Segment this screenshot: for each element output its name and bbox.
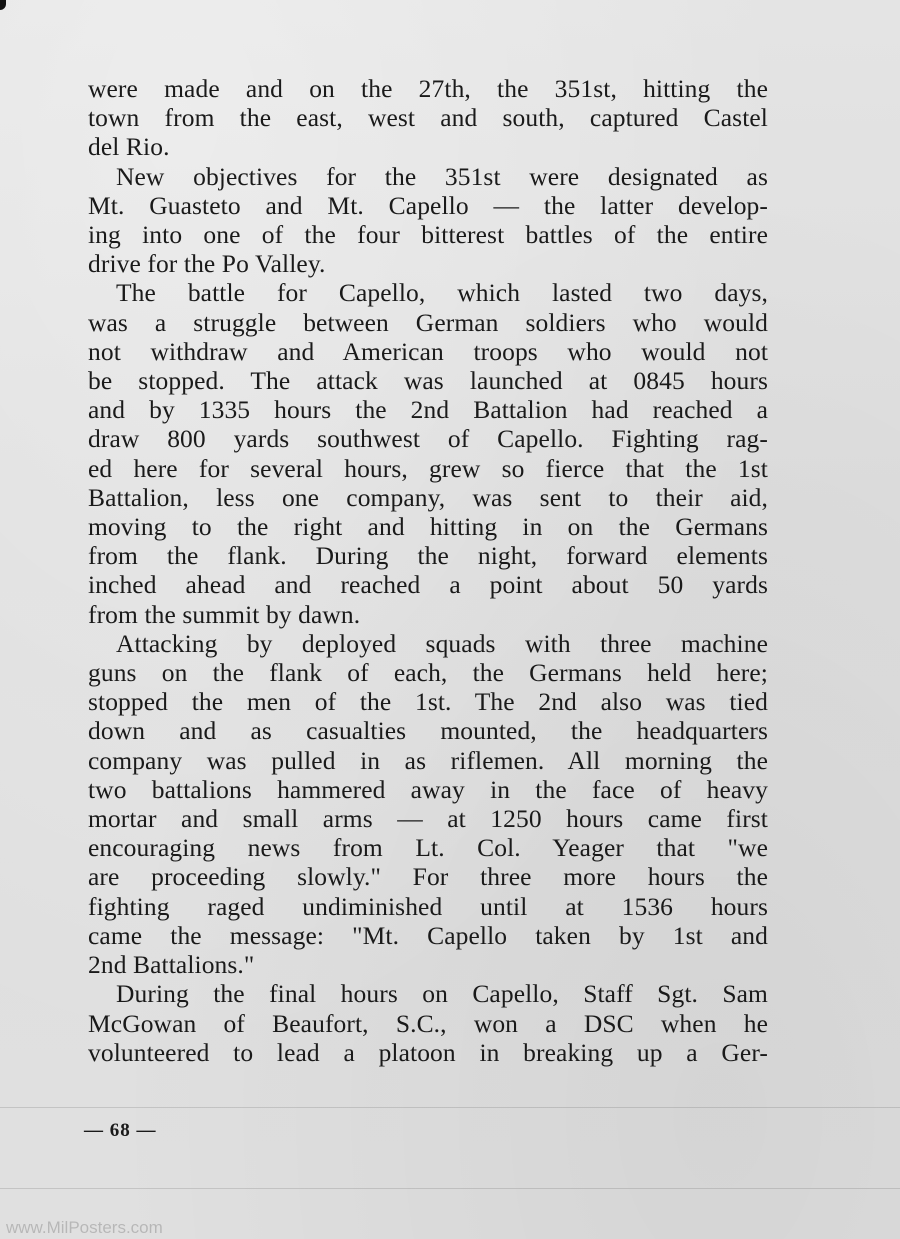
text-line: guns on the flank of each, the Germans held here; bbox=[88, 658, 768, 688]
text-line: McGowan of Beaufort, S.C., won a DSC when he bbox=[88, 1008, 768, 1038]
text-line: not withdraw and American troops who would not bbox=[88, 336, 768, 366]
text-line: came the message: "Mt. Capello taken by 1st and bbox=[88, 920, 768, 950]
text-line: and by 1335 hours the 2nd Battalion had reached a bbox=[88, 395, 768, 425]
text-line: 2nd Battalions." bbox=[88, 950, 255, 980]
text-line: New objectives for the 351st were designated as bbox=[116, 161, 768, 191]
text-line: drive for the Po Valley. bbox=[88, 249, 326, 279]
paragraph bbox=[88, 278, 768, 628]
text-line: During the final hours on Capello, Staff Sgt. Sam bbox=[116, 979, 768, 1009]
text-line: Mt. Guasteto and Mt. Capello — the latter develop- bbox=[88, 190, 768, 220]
watermark: www.MilPosters.com bbox=[6, 1218, 163, 1237]
text-line: were made and on the 27th, the 351st, hitting the bbox=[88, 74, 768, 103]
text-line: moving to the right and hitting in on the Germans bbox=[88, 512, 768, 542]
body-text bbox=[88, 74, 768, 1067]
text-line: ed here for several hours, grew so fierce that the 1st bbox=[88, 453, 768, 483]
text-line: Attacking by deployed squads with three machine bbox=[116, 628, 768, 658]
text-line: inched ahead and reached a point about 50 yards bbox=[88, 570, 768, 600]
text-line: del Rio. bbox=[88, 132, 170, 162]
page-fold-line bbox=[0, 1188, 900, 1189]
text-line: ing into one of the four bitterest battles of the entire bbox=[88, 220, 768, 250]
paragraph bbox=[88, 162, 768, 279]
text-line: volunteered to lead a platoon in breaking up a Ger- bbox=[88, 1037, 768, 1067]
text-line: are proceeding slowly." For three more hours the bbox=[88, 862, 768, 892]
text-line: down and as casualties mounted, the headquarters bbox=[88, 716, 768, 746]
text-line: The battle for Capello, which lasted two days, bbox=[116, 278, 768, 308]
paragraph bbox=[88, 629, 768, 979]
paragraph bbox=[88, 979, 768, 1067]
text-line: stopped the men of the 1st. The 2nd also was tied bbox=[88, 687, 768, 717]
text-line: draw 800 yards southwest of Capello. Fighting rag- bbox=[88, 424, 768, 454]
page-number: — 68 — bbox=[84, 1120, 157, 1141]
paragraph bbox=[88, 74, 768, 162]
text-line: be stopped. The attack was launched at 0845 hours bbox=[88, 366, 768, 396]
text-line: from the flank. During the night, forward elements bbox=[88, 541, 768, 571]
text-line: from the summit by dawn. bbox=[88, 599, 361, 629]
text-line: was a struggle between German soldiers who would bbox=[88, 307, 768, 337]
text-line: two battalions hammered away in the face of heavy bbox=[88, 774, 768, 804]
text-line: mortar and small arms — at 1250 hours came first bbox=[88, 804, 768, 834]
text-line: Battalion, less one company, was sent to their aid, bbox=[88, 482, 768, 512]
text-line: town from the east, west and south, captured Castel bbox=[88, 103, 768, 133]
text-line: company was pulled in as riflemen. All morning the bbox=[88, 745, 768, 775]
text-line: fighting raged undiminished until at 1536 hours bbox=[88, 891, 768, 921]
text-line: encouraging news from Lt. Col. Yeager that "we bbox=[88, 833, 768, 863]
scan-corner-mark bbox=[0, 0, 6, 10]
page-fold-line bbox=[0, 1107, 900, 1108]
